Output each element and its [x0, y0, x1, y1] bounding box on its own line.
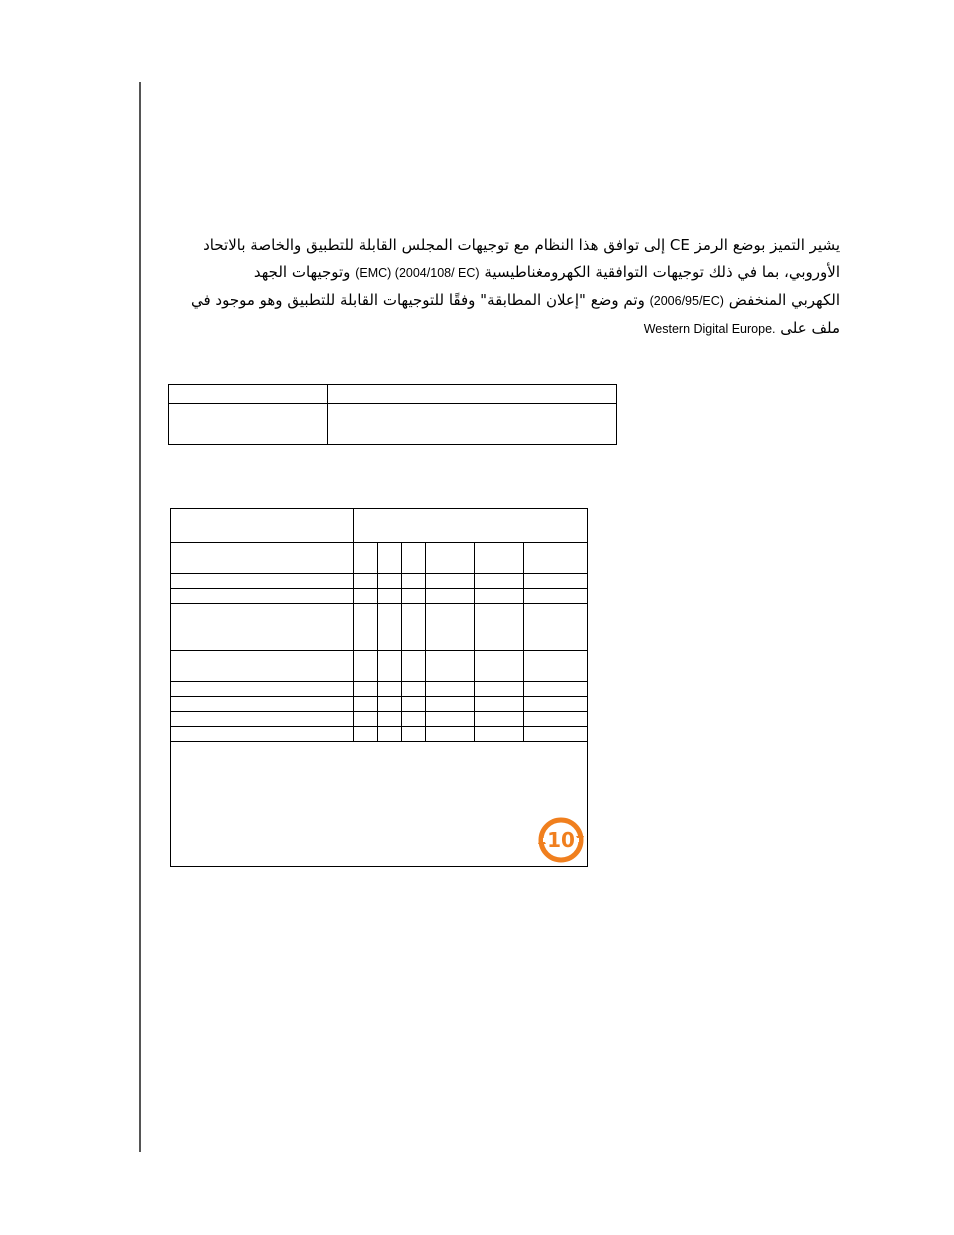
paragraph-line-4: [200, 315, 840, 343]
table-cell: [524, 682, 588, 697]
table-row: [171, 604, 588, 651]
table-cell: [475, 589, 524, 604]
table-cell: [354, 682, 378, 697]
paragraph-line-2: [200, 259, 840, 287]
table-cell: [475, 651, 524, 682]
table-cell: [524, 543, 588, 574]
table-cell: [378, 727, 402, 742]
paragraph-line-1: يشير التميز بوضع الرمز CE إلى توافق هذا النظام مع توجيهات المجلس القابلة للتطبيق والخاصة بالاتحاد: [203, 236, 840, 254]
logo-label: 10: [547, 828, 575, 852]
line2-prefix: الأوروبي، بما في ذلك توجيهات التوافقية الكهرومغناطيسية: [484, 263, 840, 281]
table-cell: [426, 543, 475, 574]
table-row: [171, 574, 588, 589]
lvd-directive-code: (2006/95/EC): [649, 294, 724, 308]
company-name: Western Digital Europe.: [643, 322, 776, 336]
table-row: [171, 651, 588, 682]
table-row: [171, 697, 588, 712]
table-cell: [426, 589, 475, 604]
line3-suffix: وتم وضع "إعلان المطابقة" وفقًا للتوجيهات القابلة للتطبيق وهو موجود في: [190, 291, 645, 309]
table-cell: [171, 651, 354, 682]
table-cell: [402, 543, 426, 574]
table-cell: [171, 712, 354, 727]
table-cell: [354, 712, 378, 727]
table-cell: [475, 727, 524, 742]
table-cell: [328, 404, 617, 445]
table-cell: [402, 727, 426, 742]
line2-suffix: وتوجيهات الجهد: [253, 263, 351, 281]
table-row: [169, 385, 617, 404]
table-cell: [426, 682, 475, 697]
table-cell: [171, 589, 354, 604]
table-cell: [354, 651, 378, 682]
table-cell: [402, 574, 426, 589]
margin-rule: [139, 82, 141, 1152]
table-row: [171, 712, 588, 727]
table-cell: [475, 543, 524, 574]
environment-friendly-use-period-10-icon: [537, 816, 585, 864]
table-cell: [171, 727, 354, 742]
table-cell: [475, 712, 524, 727]
table-cell: [475, 682, 524, 697]
table-cell: [171, 697, 354, 712]
table-cell: [354, 697, 378, 712]
table-cell: [378, 589, 402, 604]
emc-directive-code: (EMC) (2004/108/ EC): [355, 266, 480, 280]
table-cell: [354, 727, 378, 742]
table-cell: [378, 543, 402, 574]
ce-compliance-paragraph: [190, 232, 840, 343]
table-cell: [475, 604, 524, 651]
table-cell: [475, 697, 524, 712]
table-cell: [402, 712, 426, 727]
table-header-cell: [171, 509, 354, 543]
table-row: [171, 509, 588, 543]
table-cell: [171, 574, 354, 589]
table-cell: [171, 682, 354, 697]
table-cell: [524, 604, 588, 651]
table-cell: [169, 404, 328, 445]
table-cell: [426, 727, 475, 742]
table-cell: [426, 604, 475, 651]
small-info-table: [168, 384, 617, 445]
table-cell: [524, 589, 588, 604]
table-cell: [169, 385, 328, 404]
table-cell: [328, 385, 617, 404]
table-cell: [402, 589, 426, 604]
table-row: [171, 727, 588, 742]
table-cell: [402, 697, 426, 712]
table-cell: [402, 682, 426, 697]
table-cell: [524, 651, 588, 682]
table-cell: [354, 574, 378, 589]
table-cell: [354, 604, 378, 651]
table-cell: [378, 604, 402, 651]
table-cell: [378, 697, 402, 712]
table-header-cell: [354, 509, 588, 543]
table-cell: [524, 574, 588, 589]
table-cell: [378, 651, 402, 682]
table-row: [169, 404, 617, 445]
table-cell: [402, 651, 426, 682]
line4-prefix: ملف على: [780, 319, 840, 337]
line3-prefix: الكهربي المنخفض: [728, 291, 840, 309]
table-footer-cell: [171, 742, 588, 867]
table-cell: [354, 543, 378, 574]
table-row: [171, 543, 588, 574]
table-cell: [378, 574, 402, 589]
table-cell: [378, 682, 402, 697]
table-cell: [171, 604, 354, 651]
table-cell: [378, 712, 402, 727]
paragraph-line-3: [190, 287, 840, 315]
table-cell: [354, 589, 378, 604]
table-cell: [524, 712, 588, 727]
table-cell: [402, 604, 426, 651]
table-row: [171, 742, 588, 867]
table-cell: [524, 727, 588, 742]
table-row: [171, 682, 588, 697]
table-cell: [171, 543, 354, 574]
table-cell: [426, 574, 475, 589]
table-cell: [426, 697, 475, 712]
table-row: [171, 589, 588, 604]
hazardous-substances-table: [170, 508, 588, 867]
table-cell: [426, 651, 475, 682]
table-cell: [426, 712, 475, 727]
table-cell: [475, 574, 524, 589]
table-cell: [524, 697, 588, 712]
